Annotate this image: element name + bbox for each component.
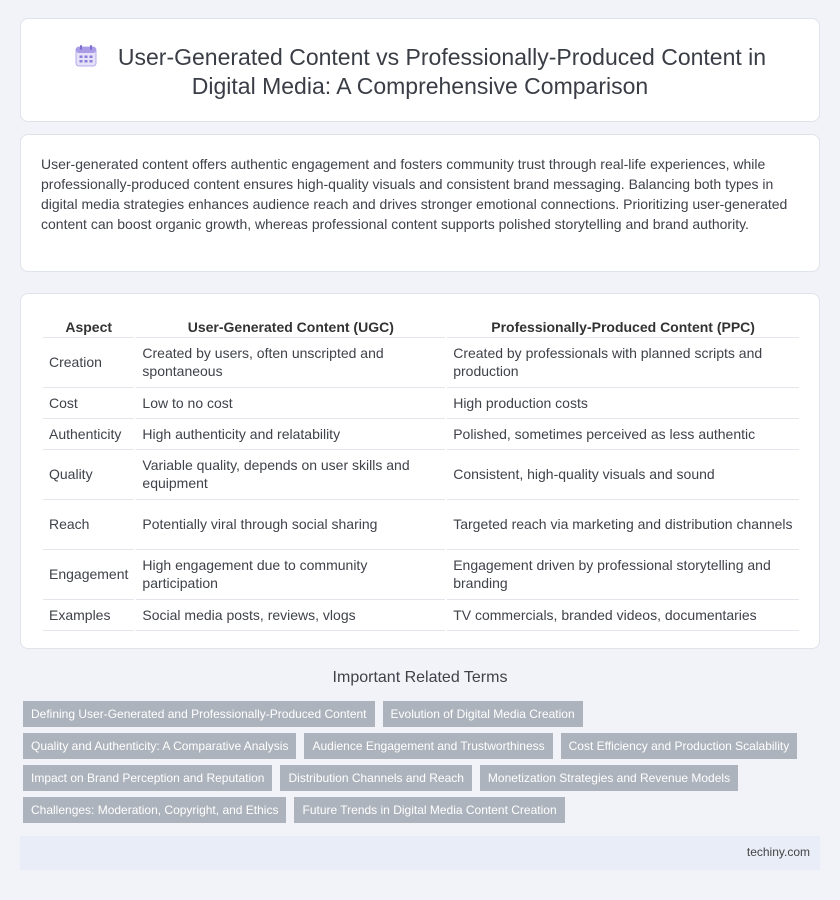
cell-ugc: High engagement due to community participation [135, 549, 446, 599]
comparison-table [43, 316, 799, 631]
table-card [20, 293, 820, 649]
table-row [43, 418, 799, 449]
cell-aspect: Authenticity [43, 418, 135, 449]
cell-aspect: Cost [43, 387, 135, 418]
cell-ugc: Social media posts, reviews, vlogs [135, 599, 446, 630]
header-aspect: Aspect [43, 316, 135, 337]
table-header-row [43, 316, 799, 337]
related-tag[interactable]: Distribution Channels and Reach [280, 765, 471, 791]
cell-aspect: Engagement [43, 549, 135, 599]
related-tag[interactable]: Challenges: Moderation, Copyright, and Ethics [23, 797, 286, 823]
cell-ppc: Polished, sometimes perceived as less authentic [446, 418, 799, 449]
summary-text: User-generated content offers authentic engagement and fosters community trust through real-life experiences, while professionally-produced content ensures high-quality visuals and consistent brand messaging. Balancing both types in digital media strategies enhances audience reach and drives stronger emotional connections. Prioritizing user-generated content can boost organic growth, whereas professional content supports polished storytelling and brand authority. [41, 156, 788, 232]
summary-card [20, 134, 820, 272]
related-tag[interactable]: Impact on Brand Perception and Reputation [23, 765, 272, 791]
cell-ppc: Consistent, high-quality visuals and sound [446, 449, 799, 499]
cell-ugc: Potentially viral through social sharing [135, 499, 446, 549]
header-card [20, 18, 820, 122]
header-ugc: User-Generated Content (UGC) [135, 316, 446, 337]
table-row [43, 599, 799, 630]
table-row [43, 549, 799, 599]
cell-ppc: Targeted reach via marketing and distribution channels [446, 499, 799, 549]
table-row [43, 387, 799, 418]
table-row [43, 337, 799, 387]
header-ppc: Professionally-Produced Content (PPC) [446, 316, 799, 337]
related-terms-title: Important Related Terms [332, 669, 508, 686]
cell-aspect: Quality [43, 449, 135, 499]
cell-ppc: Engagement driven by professional storytelling and branding [446, 549, 799, 599]
footer [20, 836, 820, 870]
related-tag[interactable]: Audience Engagement and Trustworthiness [304, 733, 552, 759]
cell-aspect: Reach [43, 499, 135, 549]
table-row [43, 449, 799, 499]
related-tag[interactable]: Future Trends in Digital Media Content Creation [294, 797, 564, 823]
related-tag[interactable]: Defining User-Generated and Professionally-Produced Content [23, 701, 375, 727]
cell-ugc: Low to no cost [135, 387, 446, 418]
related-tag[interactable]: Evolution of Digital Media Creation [383, 701, 583, 727]
page-title [21, 43, 819, 101]
cell-ugc: High authenticity and relatability [135, 418, 446, 449]
tag-row [23, 701, 583, 727]
cell-aspect: Creation [43, 337, 135, 387]
title-wrap [21, 43, 819, 101]
tag-row [23, 733, 797, 759]
cell-ugc: Variable quality, depends on user skills and equipment [135, 449, 446, 499]
tag-row [23, 765, 738, 791]
cell-ppc: High production costs [446, 387, 799, 418]
footer-brand[interactable]: techiny.com [746, 845, 810, 859]
related-tag[interactable]: Cost Efficiency and Production Scalability [561, 733, 798, 759]
tag-row [23, 797, 565, 823]
calendar-icon [74, 44, 98, 68]
related-tag[interactable]: Monetization Strategies and Revenue Models [480, 765, 738, 791]
cell-ppc: TV commercials, branded videos, documentaries [446, 599, 799, 630]
cell-ppc: Created by professionals with planned scripts and production [446, 337, 799, 387]
page-title-text: User-Generated Content vs Professionally-Produced Content in Digital Media: A Comprehensive Comparison [117, 44, 767, 99]
cell-aspect: Examples [43, 599, 135, 630]
table-row [43, 499, 799, 549]
related-tag[interactable]: Quality and Authenticity: A Comparative Analysis [23, 733, 296, 759]
cell-ugc: Created by users, often unscripted and spontaneous [135, 337, 446, 387]
